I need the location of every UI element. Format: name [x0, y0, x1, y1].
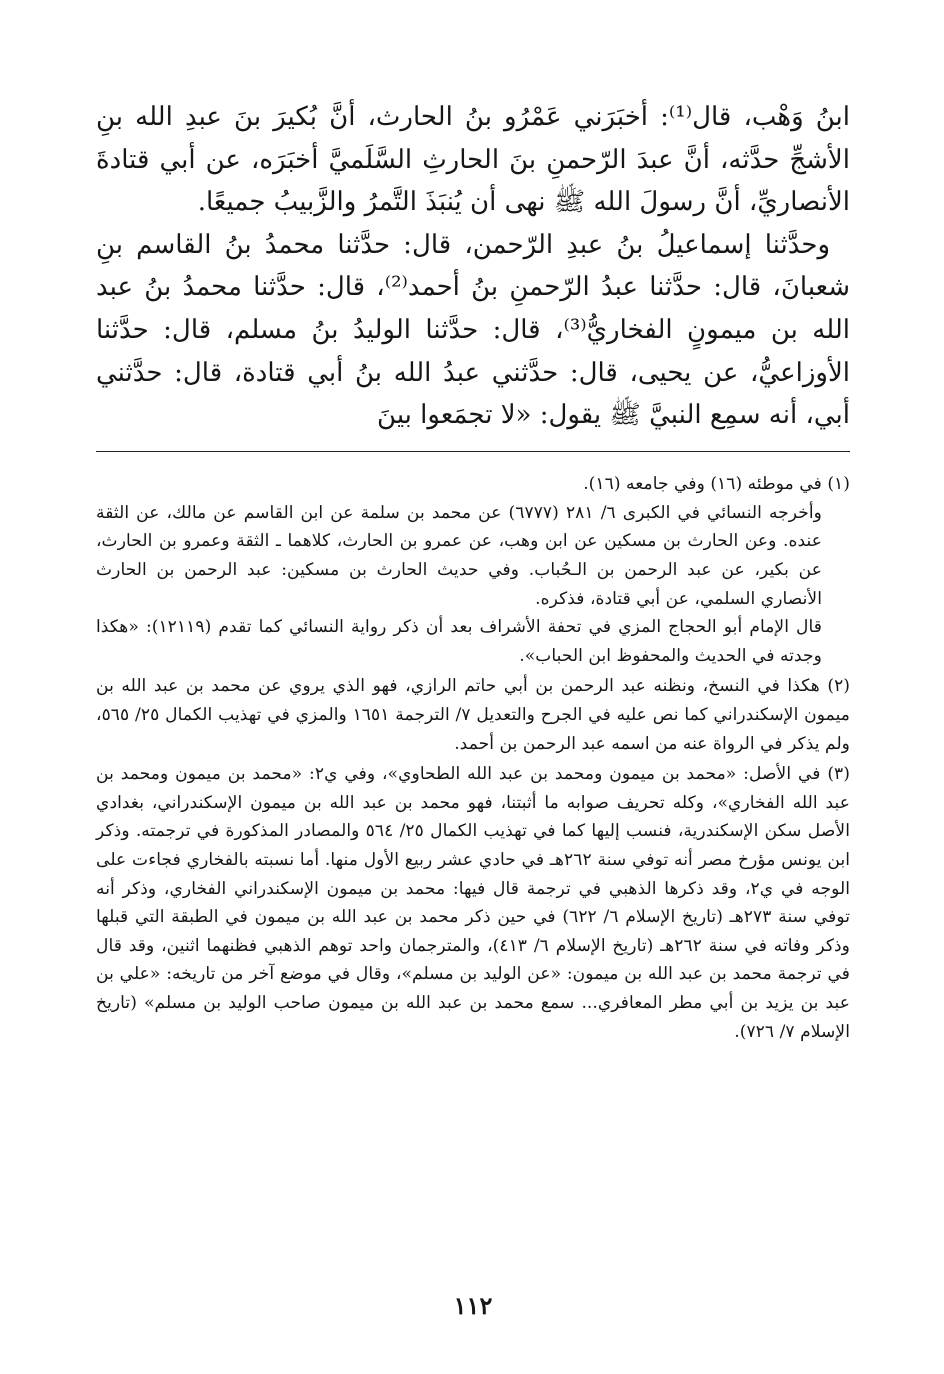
book-page — [96, 96, 850, 1346]
footnote-text: وأخرجه النسائي في الكبرى ٦/ ٢٨١ (٦٧٧٧) عن محمد بن سلمة عن ابن القاسم عن مالك، عن الثقة عنده. وعن الحارث بن مسكين عن ابن وهب، عن عمرو بن الحارث، كلاهما ـ الثقة وعمرو بن الحارث، عن بكير، عن عبد الرحمن بن الـحُباب. وفي حديث الحارث بن مسكين: عبد الرحمن بن الحارث الأنصاري السلمي، عن أبي قتادة، فذكره. — [96, 502, 822, 609]
footnote-text: قال الإمام أبو الحجاج المزي في تحفة الأشراف بعد أن ذكر رواية النسائي كما تقدم (١٢١١٩): «هكذا وجدته في الحديث والمحفوظ ابن الحباب». — [96, 617, 823, 666]
footnote-separator — [96, 451, 850, 453]
main-paragraph-1: ابنُ وَهْب، قال⁽¹⁾: أخبَرَني عَمْرُو بنُ الحارث، أنَّ بُكيرَ بنَ عبدِ الله بنِ الأشجِّ حدَّثه، أنَّ عبدَ الرّحمنِ بنَ الحارثِ السَّلَميَّ أخبَرَه، عن أبي قتادةَ الأنصاريِّ، أنَّ رسولَ الله ﷺ نهى أن يُنبَذَ التَّمرُ والزَّبيبُ جميعًا. — [96, 102, 850, 218]
footnote-text: في موطئه (١٦) وفي جامعه (١٦). — [583, 474, 822, 495]
footnote-number: (٣) — [827, 764, 850, 785]
footnotes — [96, 470, 850, 1046]
main-text — [96, 96, 850, 437]
footnote-3 — [96, 760, 850, 1046]
footnote-text: في الأصل: «محمد بن ميمون ومحمد بن عبد الله الطحاوي»، وفي ي٢: «محمد بن ميمون ومحمد بن عبد الله الفخاري»، وكله تحريف صوابه ما أثبتنا، فهو محمد بن عبد الله بن ميمون الإسكندراني، بغدادي الأصل سكن الإسكندرية، فنسب إليها كما في تهذيب الكمال ٢٥/ ٥٦٤ والمصادر المذكورة في ترجمته. وذكر ابن يونس مؤرخ مصر أنه توفي سنة ٢٦٢هـ في حادي عشر ربيع الأول منها. أما نسبته بالفخاري فجاءت على الوجه في ي٢، وقد ذكرها الذهبي في ترجمة قال فيها: محمد بن ميمون الإسكندراني الفخاري، وذكر أنه توفي سنة ٢٧٣هـ (تاريخ الإسلام ٦/ ٦٢٢) في حين ذكر محمد بن عبد الله بن ميمون في الطبقة التي قبلها وذكر وفاته في سنة ٢٦٢هـ (تاريخ الإسلام ٦/ ٤١٣)، والمترجمان واحد توهم الذهبي فظنهما اثنين، وقد قال في ترجمة محمد بن عبد الله بن ميمون: «عن الوليد بن مسلم»، وقال في موضع آخر من تاريخه: «علي بن عبد بن يزيد بن أبي مطر المعافري... سمع محمد بن عبد الله بن ميمون صاحب الوليد بن مسلم» (تاريخ الإسلام ٧/ ٧٢٦). — [96, 764, 850, 1042]
page-number: ١١٢ — [453, 1291, 493, 1320]
footnote-number: (١) — [827, 474, 850, 495]
footnote-number: (٢) — [827, 676, 851, 697]
main-paragraph-2: وحدَّثنا إسماعيلُ بنُ عبدِ الرّحمن، قال: حدَّثنا محمدُ بنُ القاسم بنِ شعبانَ، قال: حدَّثنا عبدُ الرّحمنِ بنُ أحمد⁽²⁾، قال: حدَّثنا محمدُ بنُ عبد الله بن ميمونٍ الفخاريُّ⁽³⁾، قال: حدَّثنا الوليدُ بنُ مسلم، قال: حدَّثنا الأوزاعيُّ، عن يحيى، قال: حدَّثني عبدُ الله بنُ أبي قتادة، قال: حدَّثني أبي، أنه سمِع النبيَّ ﷺ يقول: «لا تجمَعوا بينَ — [96, 229, 851, 431]
footnote-text: هكذا في النسخ، ونظنه عبد الرحمن بن أبي حاتم الرازي، فهو الذي يروي عن محمد بن عبد الله بن ميمون الإسكندراني كما نص عليه في الجرح والتعديل ٧/ الترجمة ١٦٥١ والمزي في تهذيب الكمال ٢٥/ ٥٦٥، ولم يذكر في الرواة عنه من اسمه عبد الرحمن بن أحمد. — [96, 676, 850, 754]
footnote-2 — [96, 672, 850, 758]
footnote-1 — [96, 470, 850, 670]
